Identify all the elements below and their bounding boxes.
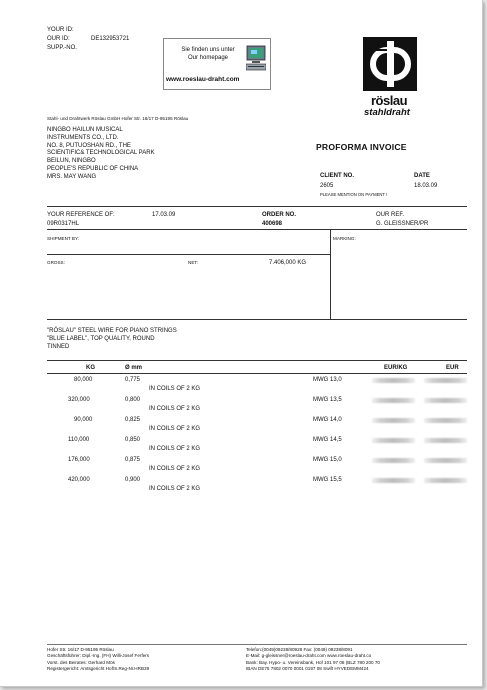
- recipient-line: SCIENTIFIC& TECHNOLOGICAL PARK: [47, 150, 155, 157]
- footer-contact-info: [246, 647, 380, 673]
- divider: [47, 254, 330, 255]
- sender-line: Stahl- und Drahtwerk Röslau GmbH Hofer Str. 16/17 D-95195 Röslau: [47, 116, 189, 121]
- col-header-eur: EUR: [446, 365, 459, 371]
- redacted-amount: [424, 418, 467, 423]
- row-kg: 176,000: [68, 457, 90, 463]
- footer-line: Registergericht: Amtsgericht Hof/S.Reg-Nr.HRB39: [47, 666, 150, 672]
- row-coil-text: IN COILS OF 2 KG: [149, 446, 201, 452]
- row-diameter: 0,825: [125, 417, 141, 423]
- date-label: DATE: [414, 173, 430, 179]
- redacted-amount: [424, 478, 467, 483]
- supp-no-label: SUPP.-NO.: [47, 45, 77, 51]
- our-ref-value: G. GLEISSNER/PR: [376, 221, 429, 227]
- net-weight-value: 7.406,000 KG: [269, 260, 307, 266]
- row-mwg: MWG 14,0: [313, 417, 342, 423]
- row-diameter: 0,775: [125, 377, 141, 383]
- row-coil-text: IN COILS OF 2 KG: [149, 466, 201, 472]
- client-no-value: 2605: [320, 183, 334, 189]
- computer-icon: [246, 45, 266, 71]
- order-no-value: 400698: [262, 221, 283, 227]
- redacted-amount: [424, 398, 467, 403]
- divider: [47, 373, 467, 374]
- redacted-price: [372, 398, 415, 403]
- your-reference-value: 09R0317HL: [47, 221, 80, 227]
- divider: [47, 360, 467, 361]
- row-coil-text: IN COILS OF 2 KG: [149, 486, 201, 492]
- col-header-diameter: Ø mm: [125, 365, 143, 371]
- row-mwg: MWG 13,0: [313, 377, 342, 383]
- row-mwg: MWG 14,5: [313, 437, 342, 443]
- redacted-amount: [424, 438, 467, 443]
- footer-line: IBAN DE75 7802 0070 0001 0197 08 Swift HYVEDEMM424: [246, 666, 369, 672]
- row-diameter: 0,900: [125, 477, 141, 483]
- row-coil-text: IN COILS OF 2 KG: [149, 406, 201, 412]
- row-coil-text: IN COILS OF 2 KG: [149, 426, 201, 432]
- recipient-line: MRS. MAY WANG: [47, 173, 97, 180]
- payment-mention-note: PLEASE MENTION ON PAYMENT !: [320, 192, 388, 197]
- redacted-price: [372, 418, 415, 423]
- row-mwg: MWG 13,5: [313, 397, 342, 403]
- gross-label: GROSS:: [47, 260, 65, 265]
- col-header-eur-per-kg: EUR/KG: [384, 365, 408, 371]
- row-mwg: MWG 15,5: [313, 477, 342, 483]
- recipient-line: PEOPLE'S REPUBLIC OF CHINA: [47, 165, 139, 172]
- our-id-label: OUR ID:: [47, 36, 70, 42]
- homepage-url[interactable]: www.roeslau-draht.com: [166, 76, 240, 83]
- redacted-amount: [424, 458, 467, 463]
- logo-word-2: stahldraht: [364, 107, 410, 118]
- row-kg: 90,000: [74, 417, 93, 423]
- row-mwg: MWG 15,0: [313, 457, 342, 463]
- our-id-value: DE132953721: [91, 36, 130, 42]
- client-no-label: CLIENT NO.: [320, 173, 354, 179]
- divider: [47, 319, 467, 320]
- row-kg: 110,000: [68, 437, 90, 443]
- document-title: PROFORMA INVOICE: [316, 142, 407, 152]
- redacted-price: [372, 438, 415, 443]
- roeslau-logo: [362, 36, 418, 126]
- product-description: [47, 327, 177, 352]
- row-diameter: 0,800: [125, 397, 141, 403]
- banner-text: [180, 46, 236, 62]
- description-line: "BLUE LABEL", TOP QUALITY, ROUND: [47, 336, 155, 343]
- description-line: "RÖSLAU" STEEL WIRE FOR PIANO STRINGS: [47, 328, 177, 334]
- shipment-by-label: SHIPMENT BY:: [47, 236, 80, 241]
- redacted-price: [372, 378, 415, 383]
- divider: [47, 644, 467, 645]
- row-kg: 80,000: [74, 377, 93, 383]
- col-header-kg: KG: [86, 365, 95, 371]
- footer-line: Bank: Bay. Hypo- u. Vereinsbank, Hof 101 97 08 (BLZ 780 200 70: [246, 659, 380, 665]
- description-line: TINNED: [47, 344, 70, 351]
- recipient-line: BEILUN, NINGBO: [47, 158, 96, 165]
- your-reference-date: 17.03.09: [152, 212, 176, 218]
- footer-line: Vorst. des Beirates: Gerhard Mös: [47, 659, 115, 665]
- recipient-line: NINGBO HAILUN MUSICAL: [47, 127, 123, 133]
- your-reference-label: YOUR REFERENCE OF:: [47, 212, 115, 218]
- footer-line: E-Mail: g-gleissner@roeslau-draht.com www.roeslau-draht.co: [246, 653, 372, 659]
- your-id-label: YOUR ID:: [47, 27, 74, 33]
- divider: [330, 229, 331, 319]
- date-value: 18.03.09: [414, 183, 438, 189]
- net-label: NET:: [188, 260, 198, 265]
- recipient-line: NO. 8, PUTUOSHAN RD., THE: [47, 142, 131, 149]
- footer-line: Geschäftsführer: Dipl.-Ing. (FH) Willi-Josef Ferfers: [47, 653, 150, 659]
- row-diameter: 0,875: [125, 457, 141, 463]
- banner-line-1: Sie finden uns unter: [181, 47, 235, 53]
- redacted-price: [372, 458, 415, 463]
- row-coil-text: IN COILS OF 2 KG: [149, 386, 201, 392]
- recipient-line: INSTRUMENTS CO., LTD.: [47, 134, 119, 141]
- row-diameter: 0,850: [125, 437, 141, 443]
- row-kg: 420,000: [68, 477, 90, 483]
- homepage-banner[interactable]: [163, 38, 271, 90]
- marking-label: MARKING:: [333, 236, 356, 241]
- banner-line-2: Our homepage: [187, 55, 229, 61]
- divider: [47, 229, 467, 230]
- id-block: [47, 26, 129, 53]
- footer-line: Hofer Str. 16/17 D-95195 Röslau: [47, 647, 114, 652]
- order-no-label: ORDER NO.: [262, 212, 297, 218]
- recipient-address: [47, 126, 155, 181]
- divider: [47, 206, 467, 207]
- row-kg: 320,000: [68, 397, 90, 403]
- footer-line: Telefon:(0049)09238/80928 Fax: (0049) 09238/8091: [246, 647, 353, 652]
- our-ref-label: OUR REF.: [376, 212, 405, 218]
- logo-word-1: röslau: [371, 93, 408, 108]
- redacted-price: [372, 478, 415, 483]
- footer-company-info: [47, 647, 149, 673]
- redacted-amount: [424, 378, 467, 383]
